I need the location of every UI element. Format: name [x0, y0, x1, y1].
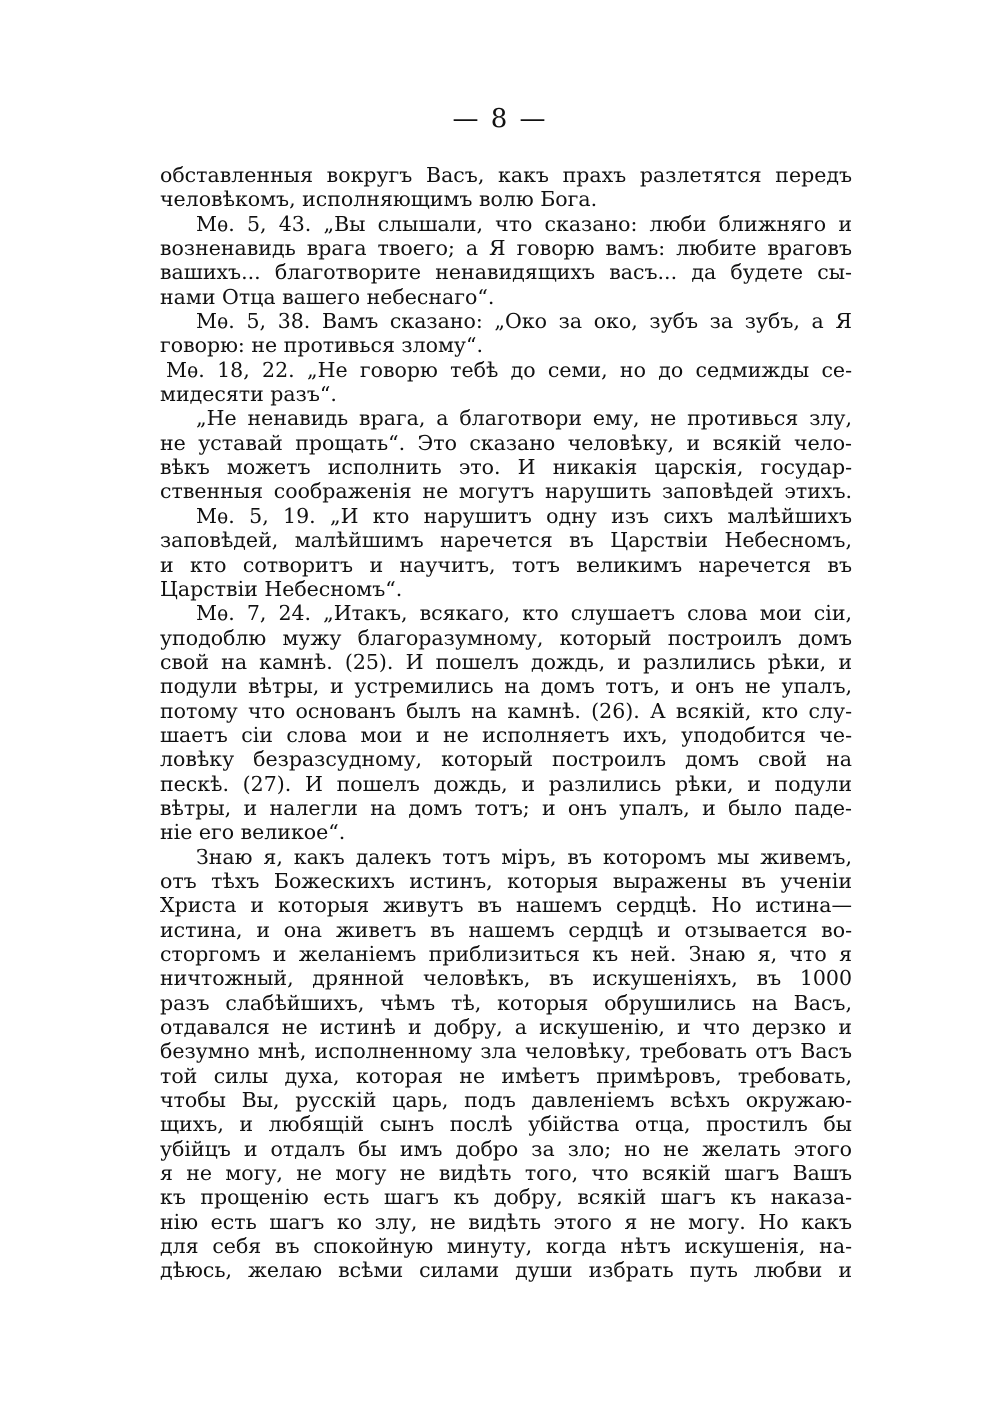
text-line: свой на камнѣ. (25). И пошелъ дождь, и разлились рѣки, и [160, 649, 852, 674]
text-line: я не могу, не могу не видѣть того, что всякій шагъ Вашъ [160, 1161, 852, 1186]
text-line: той силы духа, которая не имѣетъ примѣровъ, требовать, [160, 1063, 852, 1088]
text-line: ніе его великое“. [160, 820, 346, 845]
page-number: — 8 — [452, 104, 548, 134]
text-line: не уставай прощать“. Это сказано человѣку, и всякій чело- [160, 430, 852, 455]
text-line: шаетъ сіи слова мои и не исполняетъ ихъ, уподобится че- [160, 722, 852, 747]
text-line: и кто сотворитъ и научитъ, тотъ великимъ наречется въ [160, 552, 852, 577]
text-line: щихъ, и любящій сынъ послѣ убійства отца, простилъ бы [160, 1112, 852, 1137]
text-line: чтобы Вы, русскій царь, подъ давленіемъ всѣхъ окружаю- [160, 1088, 852, 1113]
text-line: ничтожный, дрянной человѣкъ, въ искушеніяхъ, въ 1000 [160, 966, 852, 991]
text-line: нами Отца вашего небеснаго“. [160, 284, 495, 309]
text-line: для себя въ спокойную минуту, когда нѣтъ искушенія, на- [160, 1234, 852, 1259]
text-line: безумно мнѣ, исполненному зла человѣку, требовать отъ Васъ [160, 1039, 852, 1064]
text-line: ловѣку безразсудному, который построилъ домъ свой на [160, 747, 852, 772]
text-line: подули вѣтры, и устремились на домъ тотъ, и онъ не упалъ, [160, 674, 852, 699]
text-line: Знаю я, какъ далекъ тотъ міръ, въ которомъ мы живемъ, [196, 844, 852, 869]
text-line: сторгомъ и желаніемъ приблизиться къ ней. Знаю я, что я [160, 942, 852, 966]
text-line: къ прощенію есть шагъ къ добру, всякій шагъ къ наказа- [160, 1185, 852, 1210]
text-line: мидесяти разъ“. [160, 382, 337, 407]
text-line: возненавидь врага твоего; а Я говорю вамъ: любите враговъ [160, 236, 852, 261]
text-line: Мѳ. 18, 22. „Не говорю тебѣ до семи, но до седмижды се- [166, 357, 852, 382]
text-line: ственныя соображенія не могутъ нарушить заповѣдей этихъ. [160, 479, 852, 504]
text-line: отъ тѣхъ Божескихъ истинъ, которыя выражены въ ученіи [160, 868, 852, 893]
text-line: отдавался не истинѣ и добру, а искушенію, и что дерзко и [160, 1015, 852, 1040]
text-line: разъ слабѣйшихъ, чѣмъ тѣ, которыя обрушились на Васъ, [160, 990, 852, 1015]
text-line: Христа и которыя живутъ въ нашемъ сердцѣ. Но истина— [160, 893, 852, 918]
text-line: Царствіи Небесномъ“. [160, 576, 403, 601]
text-line: дѣюсь, желаю всѣми силами души избрать путь любви и [160, 1258, 852, 1283]
text-line: „Не ненавидь врага, а благотвори ему, не противься злу, [196, 406, 852, 431]
text-line: вашихъ... благотворите ненавидящихъ васъ... да будете сы- [160, 260, 852, 285]
body-text [160, 163, 852, 1283]
text-line: нію есть шагъ ко злу, не видѣть этого я не могу. Но какъ [160, 1209, 852, 1234]
text-line: говорю: не противься злому“. [160, 333, 483, 358]
text-line: убійцъ и отдалъ бы имъ добро за зло; но не желать этого [160, 1136, 852, 1161]
text-line: потому что основанъ былъ на камнѣ. (26). А всякій, кто слу- [160, 698, 852, 723]
text-line: вѣкъ можетъ исполнить это. И никакія царскія, государ- [160, 455, 852, 480]
text-line: заповѣдей, малѣйшимъ наречется въ Царствіи Небесномъ, [160, 528, 852, 553]
text-line: Мѳ. 5, 43. „Вы слышали, что сказано: люби ближняго и [196, 211, 852, 236]
text-line: обставленныя вокругъ Васъ, какъ прахъ разлетятся передъ [160, 163, 852, 187]
text-line: человѣкомъ, исполняющимъ волю Бога. [160, 187, 598, 212]
text-line: Мѳ. 5, 38. Вамъ сказано: „Око за око, зубъ за зубъ, а Я [196, 309, 852, 334]
text-line: истина, и она живетъ въ нашемъ сердцѣ и отзывается во- [160, 917, 852, 942]
text-line: вѣтры, и налегли на домъ тотъ; и онъ упалъ, и было паде- [160, 795, 852, 820]
text-line: пескѣ. (27). И пошелъ дождь, и разлились рѣки, и подули [160, 771, 852, 796]
text-line: Мѳ. 7, 24. „Итакъ, всякаго, кто слушаетъ слова мои сіи, [196, 601, 852, 626]
text-line: Мѳ. 5, 19. „И кто нарушитъ одну изъ сихъ малѣйшихъ [196, 503, 852, 528]
text-line: уподоблю мужу благоразумному, который построилъ домъ [160, 625, 852, 650]
